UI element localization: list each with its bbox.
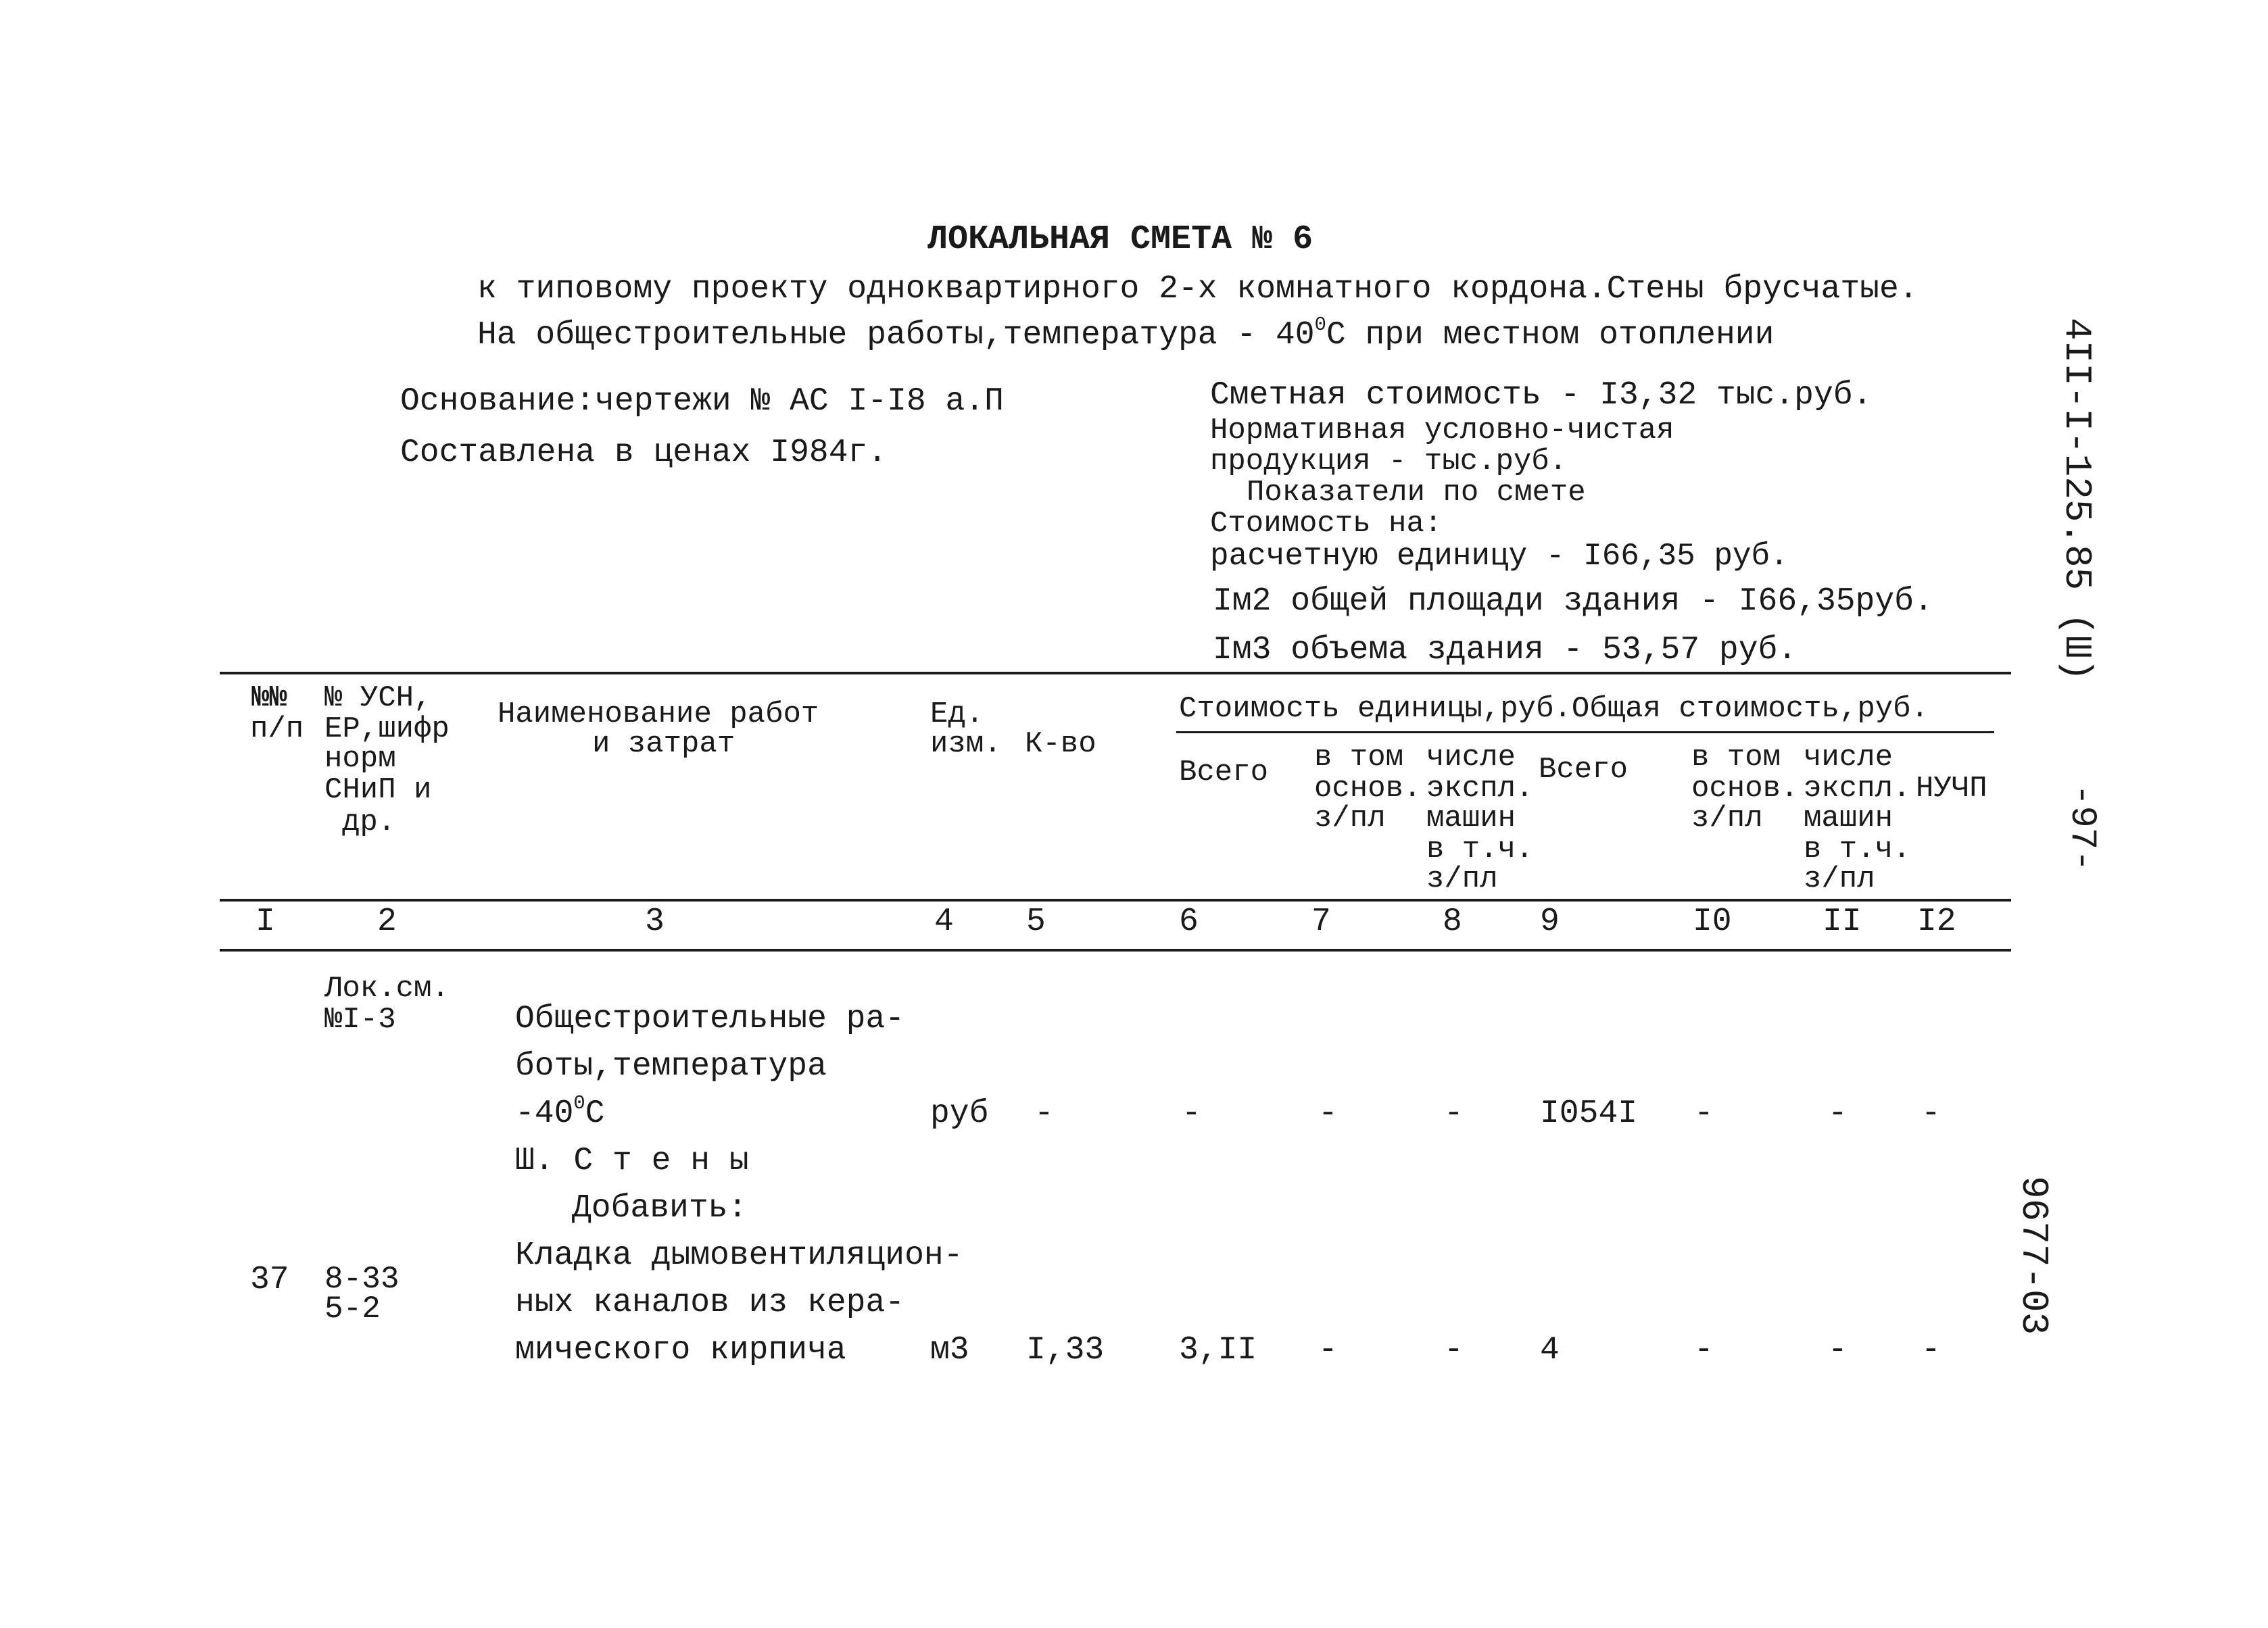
row-unit-wages: - [1318, 1332, 1338, 1368]
header-unit-machines-4: в т.ч. [1426, 833, 1534, 866]
basis-drawings: Основание:чертежи № АС I-I8 а.П [400, 383, 1004, 420]
summary-unit-cost: расчетную единицу - I66,35 руб. [1210, 539, 1789, 574]
header-total-machines-3: машин [1804, 801, 1893, 835]
header-total-machines-2: экспл. [1804, 772, 1911, 806]
basis-prices: Составлена в ценах I984г. [400, 435, 888, 471]
row-total-wages: - [1694, 1095, 1714, 1132]
side-page-number: -97- [2061, 784, 2102, 872]
summary-indicators: Показатели по смете [1247, 476, 1586, 510]
side-document-number: 9677-03 [2012, 1176, 2055, 1335]
header-unit: Ед. [930, 697, 984, 731]
row-reference: 8-33 [324, 1262, 400, 1297]
row-work-name-3: $-40^0С$ [515, 1091, 605, 1132]
column-number: 8 [1443, 904, 1462, 940]
section-heading: Ш. С т е н ы [515, 1143, 749, 1179]
header-total-wages-3: з/пл [1691, 801, 1763, 835]
column-number: I [256, 904, 275, 940]
row-total-machines: - [1828, 1332, 1848, 1368]
header-total-wages: в том [1691, 741, 1781, 774]
table-row [0, 1237, 2268, 1379]
header-cost-group: Стоимость единицы,руб.Общая стоимость,руб. [1179, 692, 1929, 726]
header-row-num: №№ [251, 681, 287, 715]
summary-volume-cost: Iм3 объема здания - 53,57 руб. [1213, 632, 1797, 668]
header-bottom-rule [220, 899, 2011, 902]
header-unit-machines-2: экспл. [1426, 772, 1534, 806]
document-title: ЛОКАЛЬНАЯ СМЕТА № 6 [927, 220, 1313, 259]
row-total: I054I [1540, 1095, 1638, 1132]
header-total: Всего [1539, 753, 1628, 787]
column-number: 6 [1179, 904, 1199, 940]
row-work-name-2: боты,температура [515, 1048, 827, 1085]
row-reference-2: 5-2 [324, 1291, 381, 1327]
document-subtitle-1: к типовому проекту одноквартирного 2-х комнатного кордона.Стены брусчатые. [477, 271, 1919, 307]
header-reference-2: ЕР,шифр [324, 712, 450, 746]
column-number: 2 [377, 904, 397, 940]
header-unit-wages-3: з/пл [1314, 801, 1386, 835]
row-quantity: I,33 [1026, 1332, 1105, 1368]
header-reference-5: др. [342, 806, 396, 839]
table-row [0, 966, 2268, 1142]
row-number: 37 [250, 1262, 289, 1298]
header-quantity: К-во [1025, 727, 1096, 761]
row-work-name: Общестроительные ра- [515, 1001, 905, 1037]
column-number: 9 [1540, 904, 1560, 940]
row-unit: руб [930, 1095, 989, 1132]
row-unit-total: 3,II [1179, 1332, 1257, 1368]
column-number: I0 [1693, 904, 1732, 940]
header-nuchp: НУЧП [1916, 772, 1987, 806]
header-unit-machines-5: з/пл [1426, 862, 1498, 896]
row-reference: Лок.см. [324, 972, 450, 1006]
header-reference-3: норм [324, 742, 396, 776]
header-total-wages-2: основ. [1691, 772, 1799, 806]
summary-normative: Нормативная условно-чистая [1210, 414, 1674, 447]
header-reference-4: СНиП и [324, 773, 432, 807]
header-row-num-sub: п/п [250, 712, 304, 746]
header-total-machines-5: з/пл [1804, 862, 1875, 896]
header-unit-2: изм. [930, 727, 1002, 761]
row-work-name-3: мического кирпича [515, 1332, 846, 1368]
header-unit-wages: в том [1314, 741, 1404, 774]
column-number: 7 [1311, 904, 1331, 940]
side-project-code: 4II-I-125.85 (Ш) [2055, 318, 2098, 681]
document-subtitle-2: На общестроительные работы,температура - $40^0С$ при местном отоплении [477, 313, 1775, 353]
row-quantity: - [1034, 1095, 1054, 1132]
header-total-machines-4: в т.ч. [1804, 833, 1911, 866]
row-total-wages: - [1694, 1332, 1714, 1368]
column-number: I2 [1917, 904, 1956, 940]
header-unit-machines-3: машин [1426, 801, 1516, 835]
row-unit: м3 [930, 1332, 969, 1368]
header-unit-machines: числе [1426, 741, 1516, 774]
row-work-name: Кладка дымовентиляцион- [515, 1237, 963, 1274]
row-unit-machines: - [1444, 1332, 1464, 1368]
header-work-name: Наименование работ [498, 697, 819, 731]
row-reference-2: №I-3 [324, 1003, 396, 1037]
header-unit-wages-2: основ. [1314, 772, 1422, 806]
section-add-label: Добавить: [572, 1190, 748, 1227]
header-total-machines: числе [1804, 741, 1893, 774]
column-number: 3 [645, 904, 665, 940]
summary-area-cost: Iм2 общей площади здания - I66,35руб. [1213, 583, 1933, 620]
column-number: 4 [934, 904, 954, 940]
header-work-name-2: и затрат [592, 727, 735, 761]
summary-cost: Сметная стоимость - I3,32 тыс.руб. [1210, 377, 1873, 414]
summary-product: продукция - тыс.руб. [1210, 445, 1568, 478]
column-numbers-rule [220, 949, 2011, 952]
column-number: II [1823, 904, 1862, 940]
summary-cost-for: Стоимость на: [1210, 507, 1443, 541]
header-reference: № УСН, [324, 681, 432, 715]
column-number: 5 [1026, 904, 1046, 940]
row-total: 4 [1540, 1332, 1560, 1368]
row-nuchp: - [1921, 1095, 1941, 1132]
row-unit-machines: - [1444, 1095, 1464, 1132]
row-unit-total: - [1182, 1095, 1201, 1132]
column-numbers-row [0, 906, 2268, 946]
row-total-machines: - [1828, 1095, 1848, 1132]
row-work-name-2: ных каналов из кера- [515, 1285, 905, 1321]
row-unit-wages: - [1318, 1095, 1338, 1132]
header-unit-total: Всего [1179, 756, 1269, 789]
row-nuchp: - [1921, 1332, 1941, 1368]
